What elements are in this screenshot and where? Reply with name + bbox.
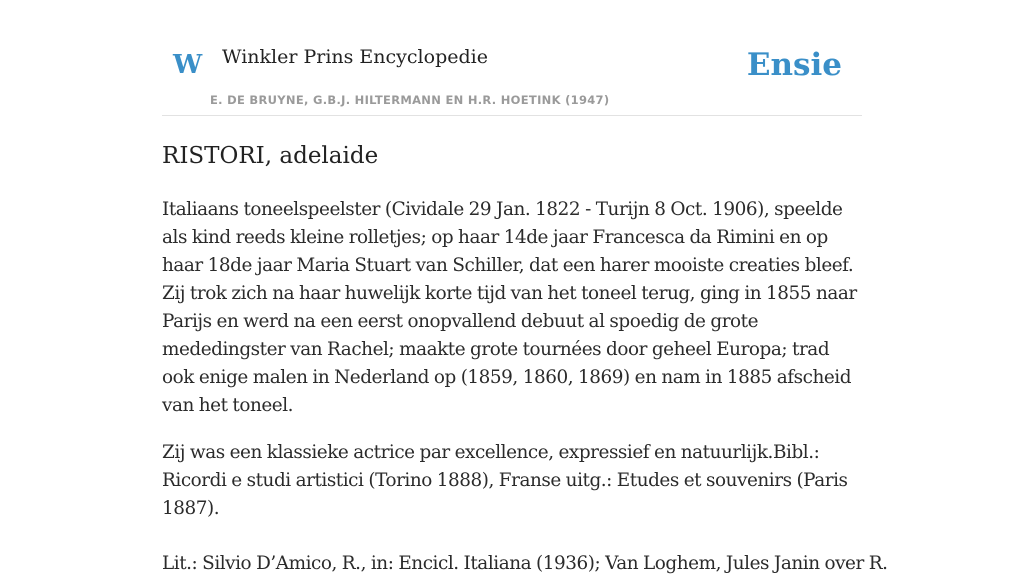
site-header <box>162 0 862 116</box>
encyclopedia-title[interactable]: Winkler Prins Encyclopedie <box>222 46 488 68</box>
encyclopedia-authors: E. DE BRUYNE, G.B.J. HILTERMANN EN H.R. HOETINK (1947) <box>210 93 610 107</box>
literature-paragraph: Lit.: Silvio D’Amico, R., in: Encicl. Italiana (1936); Van Loghem, Jules Janin over R. <box>162 552 888 574</box>
article-title: RISTORI, adelaide <box>162 143 379 169</box>
page-container <box>162 0 888 574</box>
encyclopedia-logo-icon[interactable]: W <box>173 50 203 80</box>
article-paragraph: Zij was een klassieke actrice par excellence, expressief en natuurlijk.Bibl.: Ricordi e studi artistici (Torino 1888), Franse uitg.: Etudes et souvenirs (Paris 1887). <box>162 441 848 519</box>
article-paragraph: Italiaans toneelspeelster (Cividale 29 Jan. 1822 - Turijn 8 Oct. 1906), speelde als kind reeds kleine rolletjes; op haar 14de jaar Francesca da Rimini en op haar 18de jaar Maria Stuart van Schiller, dat een harer mooiste creaties bleef. Zij trok zich na haar huwelijk korte tijd van het toneel terug, ging in 1855 naar Parijs en werd na een eerst onopvallend debuut al spoedig de grote mededingster van Rachel; maakte grote tournées door geheel Europa; trad ook enige malen in Nederland op (1859, 1860, 1869) en nam in 1885 afscheid van het toneel. <box>162 198 857 416</box>
ensie-brand-link[interactable]: Ensie <box>746 47 842 83</box>
